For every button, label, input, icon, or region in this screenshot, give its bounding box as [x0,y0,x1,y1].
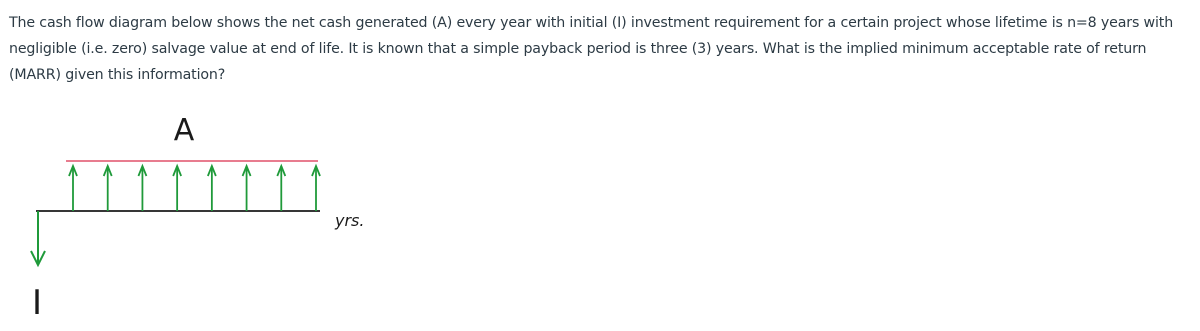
inflow-arrow [208,166,216,211]
annuity-label: A [173,113,195,148]
inflow-arrow [243,166,251,211]
inflow-arrow [138,166,146,211]
annual-inflow-arrows [69,166,320,211]
inflow-arrow [69,166,77,211]
years-label: yrs. [335,211,365,230]
initial-investment-arrow [31,211,45,265]
inflow-arrow [104,166,112,211]
inflow-arrow [173,166,181,211]
inflow-arrow [277,166,285,211]
inflow-arrow [312,166,320,211]
investment-label: I [31,283,43,323]
question-text: The cash flow diagram below shows the net cash generated (A) every year with initial (I) investment requirement for a certain project whose lifetime is n=8 years with negligible (i.e. zero) salvage value at end of life. It is known that a simple payback period is three (3) years. What is the implied minimum acceptable rate of return (MARR) given this information? [9,15,1174,83]
